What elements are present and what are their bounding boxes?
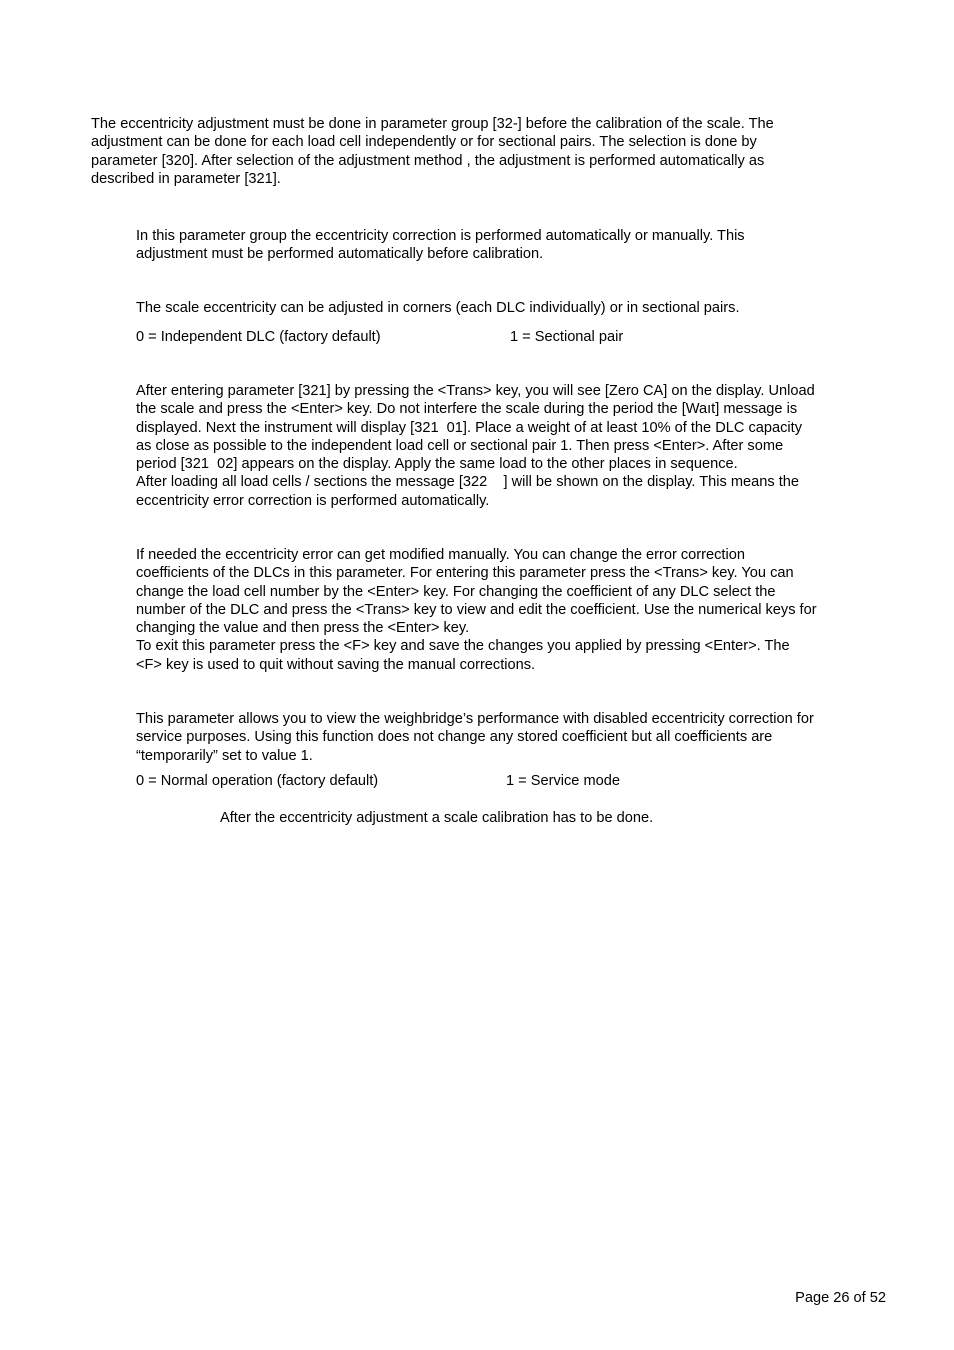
- param-322-description: [136, 546, 817, 674]
- text-line: as close as possible to the independent load cell or sectional pair 1. Then press <Enter>. After some: [136, 437, 784, 454]
- text-line: change the load cell number by the <Enter> key. For changing the coefficient of any DLC select the: [136, 583, 776, 600]
- note-text: After the eccentricity adjustment a scale calibration has to be done.: [220, 810, 654, 826]
- text-line: “temporarily” set to value 1.: [136, 747, 313, 764]
- text-line: the scale and press the <Enter> key. Do not interfere the scale during the period the [Waıt] message is: [136, 401, 798, 418]
- page-number: Page 26 of 52: [795, 1290, 886, 1306]
- option-sectional-pair: 1 = Sectional pair: [510, 329, 624, 345]
- text-line: <F> key is used to quit without saving the manual corrections.: [136, 656, 536, 673]
- text-line: coefficients of the DLCs in this parameter. For entering this parameter press the <Trans> key. You can: [136, 565, 794, 582]
- text-line: The eccentricity adjustment must be done in parameter group [32-] before the calibration of the scale. The: [91, 116, 774, 132]
- param-321-description: [136, 382, 815, 510]
- text-line: If needed the eccentricity error can get modified manually. You can change the error correction: [136, 547, 745, 563]
- option-service-mode: 1 = Service mode: [506, 773, 620, 789]
- text-line: number of the DLC and press the <Trans> key to view and edit the coefficient. Use the numerical keys for: [136, 601, 817, 618]
- text-line: changing the value and then press the <Enter> key.: [136, 620, 470, 637]
- calibration-note: [220, 809, 653, 827]
- text-line: This parameter allows you to view the weighbridge’s performance with disabled eccentricity correction for: [136, 711, 814, 727]
- text-line: After entering parameter [321] by pressing the <Trans> key, you will see [Zero CA] on the display. Unload: [136, 383, 815, 399]
- text-line: adjustment can be done for each load cell independently or for sectional pairs. The selection is done by: [91, 134, 757, 151]
- group-32-description: [136, 227, 745, 264]
- text-line: To exit this parameter press the <F> key and save the changes you applied by pressing <Enter>. The: [136, 638, 790, 655]
- option-normal-operation: 0 = Normal operation (factory default): [136, 773, 379, 789]
- text-line: The scale eccentricity can be adjusted in corners (each DLC individually) or in sectional pairs.: [136, 300, 740, 316]
- text-line: adjustment must be performed automatically before calibration.: [136, 246, 544, 263]
- param-323-description: [136, 710, 814, 765]
- option-independent-dlc: 0 = Independent DLC (factory default): [136, 329, 381, 345]
- intro-paragraph: [91, 115, 774, 188]
- text-line: parameter [320]. After selection of the adjustment method , the adjustment is performed automatically as: [91, 152, 765, 169]
- text-line: period [321 02] appears on the display. Apply the same load to the other places in sequence.: [136, 456, 738, 473]
- text-line: After loading all load cells / sections the message [322 ] will be shown on the display. This means the: [136, 474, 800, 491]
- text-line: service purposes. Using this function does not change any stored coefficient but all coefficients are: [136, 729, 773, 746]
- text-line: In this parameter group the eccentricity correction is performed automatically or manually. This: [136, 228, 745, 244]
- text-line: displayed. Next the instrument will display [321 01]. Place a weight of at least 10% of the DLC capacity: [136, 419, 802, 436]
- text-line: eccentricity error correction is performed automatically.: [136, 492, 490, 509]
- param-320-options: [136, 328, 624, 383]
- text-line: described in parameter [321].: [91, 170, 281, 187]
- param-320-description: [136, 299, 740, 317]
